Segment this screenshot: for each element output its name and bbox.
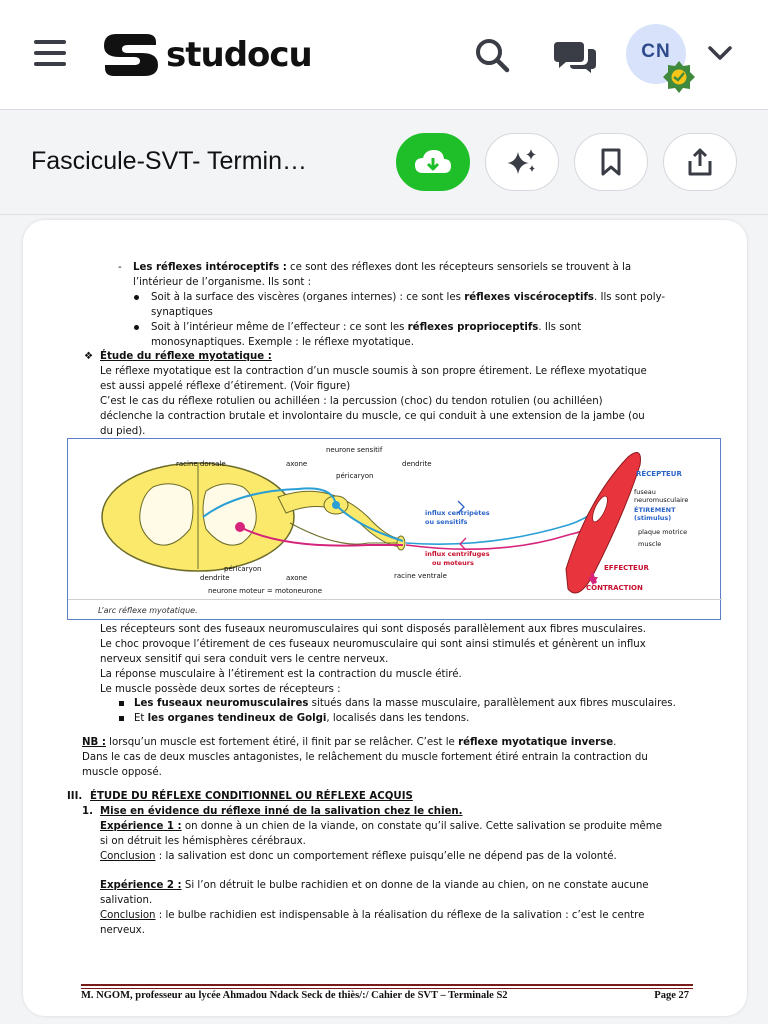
search-icon[interactable] [472, 36, 512, 76]
conclusion-label: Conclusion [100, 851, 156, 862]
diamond-bullet-icon: ❖ [84, 351, 94, 362]
label-dendrite-bottom: dendrite [200, 574, 230, 582]
verified-badge-icon [662, 60, 696, 94]
paragraph-line: Le choc provoque l’étirement de ces fuseaux neuromusculaire qui sont ainsi stimulés et génèrent un influx [100, 639, 646, 650]
conclusion-line [100, 849, 617, 864]
section-title [100, 349, 272, 364]
text: Si l’on détruit le bulbe rachidien et on donne de la viande au chien, on ne constate aucune [181, 880, 649, 891]
label-influx-centripetes: influx centripètes [425, 509, 490, 517]
subsection-title-text: Mise en évidence du réflexe inné de la salivation chez le chien. [100, 806, 463, 817]
paragraph-line: muscle opposé. [82, 767, 162, 778]
label-ou-sensitifs: ou sensitifs [425, 518, 468, 526]
bullet-line [151, 290, 665, 305]
label-neurone-sensitif: neurone sensitif [326, 446, 383, 454]
top-navigation-bar [0, 0, 768, 110]
label-axone-top: axone [286, 460, 308, 468]
dash-bullet: - [118, 262, 122, 273]
page-number: Page 27 [654, 990, 689, 1001]
text: on donne à un chien de la viande, on constate qu’il salive. Cette salivation se produite même [181, 821, 662, 832]
paragraph-line: La réponse musculaire à l’étirement est la contraction du muscle étiré. [100, 669, 462, 680]
reflex-arc-figure [67, 438, 721, 620]
footer-rule [81, 984, 693, 986]
label-contraction: CONTRACTION [586, 584, 643, 592]
footer-author: M. NGOM, professeur au lycée Ahmadou Ndack Seck de thiès/:/ Cahier de SVT – Terminale S2 [81, 990, 508, 1001]
bullet-line-cont: synaptiques [151, 307, 213, 318]
label-pericaryon-bottom: péricaryon [224, 565, 262, 573]
label-plaque-motrice: plaque motrice [638, 528, 688, 536]
bold-term: réflexes proprioceptifs [407, 322, 539, 333]
paragraph-line: est aussi appelé réflexe d’étirement. (Voir figure) [100, 381, 351, 392]
document-page [23, 220, 747, 1016]
bullet-line-cont: monosynaptiques. Exemple : le réflexe myotatique. [151, 337, 414, 348]
bold-term: réflexe myotatique inverse [458, 737, 614, 748]
label-neurone-moteur: neurone moteur = motoneurone [208, 587, 322, 595]
bookmark-button[interactable] [574, 133, 648, 191]
paragraph-line: déclenche la contraction brutale et involontaire du muscle, ce qui conduit à une extension de la jambe (ou [100, 411, 645, 422]
experiment-label: Expérience 2 : [100, 880, 182, 891]
text: . Ils sont [538, 322, 582, 333]
paragraph-line: salivation. [100, 895, 153, 906]
label-pericaryon-top: péricaryon [336, 472, 374, 480]
nb-line [82, 735, 616, 750]
hamburger-menu-icon[interactable] [34, 40, 70, 70]
subsection-title [100, 804, 463, 819]
paragraph-line: Le réflexe myotatique est la contraction d’un muscle soumis à son propre étirement. Le réflexe myotatique [100, 366, 647, 377]
chat-bubbles-icon[interactable] [552, 38, 598, 74]
text: lorsqu’un muscle est fortement étiré, il finit par se relâcher. C’est le [105, 737, 459, 748]
figure-caption: L’arc réflexe myotatique. [98, 606, 198, 615]
bold-term: Les réflexes intéroceptifs : [133, 262, 287, 273]
text: . [613, 737, 617, 748]
text: Soit à la surface des viscères (organes internes) : ce sont les [151, 292, 465, 303]
ai-assistant-button[interactable] [485, 133, 559, 191]
paragraph-line: nerveux sensitif qui sera conduit vers le centre nerveux. [100, 654, 389, 665]
text: : la salivation est donc un comportement réflexe puisqu’elle ne dépend pas de la volonté. [155, 851, 617, 862]
section-title-text: Étude du réflexe myotatique : [100, 351, 272, 362]
bullet-dot [134, 325, 139, 330]
nb-label: NB : [82, 737, 106, 748]
bookmark-icon [599, 148, 623, 176]
label-racine-dorsale: racine dorsale [176, 460, 226, 468]
text: , localisés dans les tendons. [326, 713, 470, 724]
square-bullet [119, 716, 124, 721]
paragraph-line [133, 260, 689, 275]
text: . Ils sont poly- [593, 292, 666, 303]
section-title [90, 789, 413, 804]
chevron-down-icon[interactable] [706, 42, 734, 64]
label-stimulus: (stimulus) [634, 514, 672, 522]
share-icon [686, 147, 714, 177]
experiment-label: Expérience 1 : [100, 821, 182, 832]
bold-term: réflexes viscéroceptifs [464, 292, 594, 303]
experiment-line [100, 878, 649, 893]
label-ou-moteurs: ou moteurs [432, 559, 474, 567]
section-title-text: ÉTUDE DU RÉFLEXE CONDITIONNEL OU RÉFLEXE ACQUIS [90, 791, 413, 802]
label-racine-ventrale: racine ventrale [394, 572, 447, 580]
cloud-download-icon [413, 147, 453, 177]
share-button[interactable] [663, 133, 737, 191]
conclusion-label: Conclusion [100, 910, 156, 921]
text: Et [134, 713, 148, 724]
label-effecteur: EFFECTEUR [604, 564, 649, 572]
bullet-line [151, 320, 581, 335]
bold-term: Les fuseaux neuromusculaires [134, 698, 309, 709]
bullet-dot [134, 295, 139, 300]
paragraph-line: C’est le cas du réflexe rotulien ou achilléen : la percussion (choc) du tendon rotulien (ou achilléen) [100, 396, 603, 407]
studocu-logo[interactable] [102, 32, 312, 78]
conclusion-line [100, 908, 644, 923]
paragraph-line: Dans le cas de deux muscles antagonistes, le relâchement du muscle fortement étiré entrain la contraction du [82, 752, 648, 763]
paragraph-line: nerveux. [100, 925, 145, 936]
paragraph-line: Le muscle possède deux sortes de récepteurs : [100, 684, 341, 695]
subsection-number: 1. [82, 806, 93, 817]
label-neuromusculaire: neuromusculaire [634, 496, 689, 504]
bullet-line [134, 711, 469, 726]
paragraph-line: l’intérieur de l’organisme. Ils sont : [133, 277, 312, 288]
document-title[interactable]: Fascicule-SVT- Termin… [31, 147, 307, 175]
section-number: III. [67, 791, 83, 802]
text: ce sont des réflexes dont les récepteurs sensoriels se trouvent à la [286, 262, 632, 273]
document-header-bar [0, 111, 768, 215]
document-content [23, 220, 747, 1016]
bullet-line [134, 696, 676, 711]
text: : le bulbe rachidien est indispensable à la réalisation du réflexe de la salivation : c’est le centre [155, 910, 645, 921]
label-influx-centrifuges: influx centrifuges [425, 550, 490, 558]
paragraph-line: du pied). [100, 426, 146, 437]
studocu-logo-mark-icon [102, 32, 160, 78]
studocu-logo-text: studocu [166, 35, 312, 75]
label-axone-bottom: axone [286, 574, 308, 582]
text: situés dans la masse musculaire, parallèlement aux fibres musculaires. [308, 698, 676, 709]
text: Soit à l’intérieur même de l’effecteur : ce sont les [151, 322, 408, 333]
label-fuseau: fuseau [634, 488, 656, 496]
paragraph-line: Les récepteurs sont des fuseaux neuromusculaires qui sont disposés parallèlement aux fibres musculaires. [100, 624, 646, 635]
square-bullet [119, 701, 124, 706]
download-button[interactable] [396, 133, 470, 191]
paragraph-line: si on détruit les hémisphères cérébraux. [100, 836, 306, 847]
avatar-initials: CN [641, 41, 671, 62]
bold-term: les organes tendineux de Golgi [147, 713, 327, 724]
label-muscle: muscle [638, 540, 662, 548]
label-etirement: ÉTIREMENT [634, 506, 676, 514]
label-dendrite-top: dendrite [402, 460, 432, 468]
sparkle-ai-icon [505, 147, 539, 177]
experiment-line [100, 819, 662, 834]
figure-caption-divider [68, 599, 722, 600]
label-recepteur: RÉCEPTEUR [636, 470, 682, 478]
